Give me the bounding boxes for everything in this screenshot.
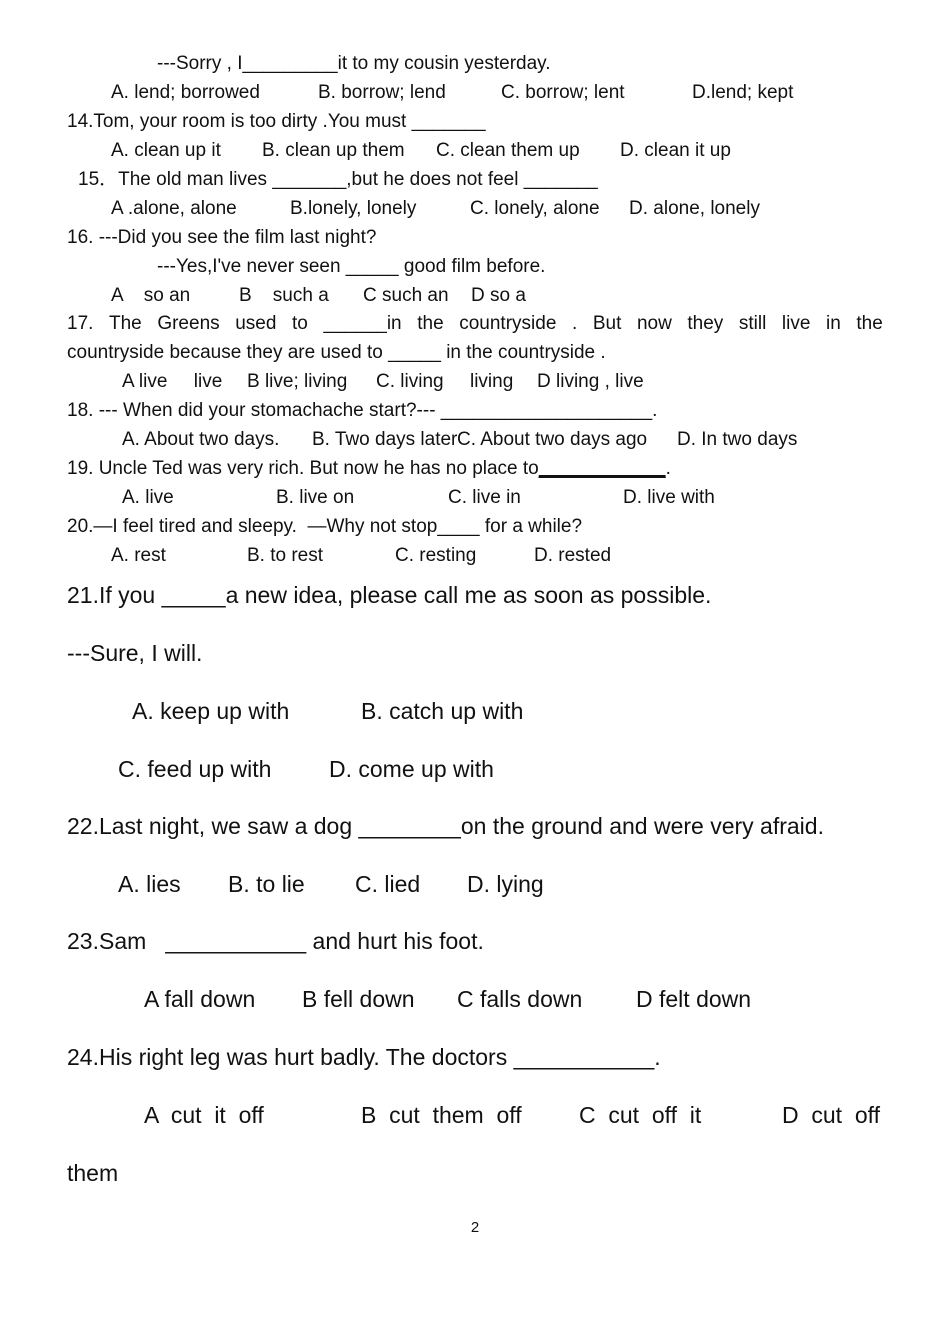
q13-option-b: B. borrow; lend	[318, 82, 446, 103]
q14-option-c: C. clean them up	[436, 140, 580, 161]
q17-word-15: in	[826, 313, 841, 334]
q24-option-d-continued: them	[67, 1160, 119, 1186]
q19-option-d: D. live with	[623, 487, 715, 508]
q20-question: 20.—I feel tired and sleepy. —Why not stop____ for a while?	[67, 516, 583, 537]
q16-option-c: C such an	[363, 285, 449, 306]
q14-option-a: A. clean up it	[111, 140, 221, 161]
q19-option-c: C. live in	[448, 487, 521, 508]
q13-answer-line: ---Sorry , I_________it to my cousin yesterday.	[157, 53, 551, 74]
q22-question: 22.Last night, we saw a dog ________on the ground and were very afraid.	[67, 813, 824, 839]
q23-option-b: B fell down	[302, 986, 415, 1012]
q19-option-b: B. live on	[276, 487, 355, 508]
q22-option-a: A. lies	[118, 871, 181, 897]
q17-question-line2: countryside because they are used to _____ in the countryside .	[67, 342, 606, 363]
q16-answer-line: ---Yes,I've never seen _____ good film before.	[157, 256, 546, 277]
q17-word-13: still	[738, 313, 767, 334]
q14-question: 14.Tom, your room is too dirty .You must _______	[67, 111, 486, 132]
q17-word-12: they	[687, 313, 724, 334]
q24-option-b: B cut them off	[361, 1102, 522, 1128]
q16-question: 16. ---Did you see the film last night?	[67, 227, 377, 248]
q17-word-7: the	[417, 313, 444, 334]
q19-period: .	[665, 458, 671, 479]
q23-option-c: C falls down	[457, 986, 583, 1012]
q17-option-a: A live live	[122, 371, 223, 392]
q17-word-16: the	[856, 313, 883, 334]
q16-option-b: B such a	[239, 285, 329, 306]
q20-option-b: B. to rest	[247, 545, 324, 566]
q13-option-a: A. lend; borrowed	[111, 82, 260, 103]
q24-option-d: D cut off	[782, 1102, 881, 1128]
q17-word-3: Greens	[157, 313, 220, 334]
q17-word-5: to	[292, 313, 308, 334]
q22-option-b: B. to lie	[228, 871, 305, 897]
q15-option-d: D. alone, lonely	[629, 198, 760, 219]
q24-option-c: C cut off it	[579, 1102, 702, 1128]
q17-option-b: B live; living	[247, 371, 348, 392]
q15-question: 15．The old man lives _______,but he does not feel _______	[78, 169, 598, 190]
q15-option-b: B.lonely, lonely	[290, 198, 417, 219]
q17-option-d: D living , live	[537, 371, 644, 392]
q23-question: 23.Sam ___________ and hurt his foot.	[67, 928, 484, 954]
q23-option-d: D felt down	[636, 986, 752, 1012]
q18-option-b: B. Two days later	[312, 429, 458, 450]
q18-option-d: D. In two days	[677, 429, 798, 450]
q17-option-c: C. living living	[376, 371, 514, 392]
q18-option-a: A. About two days.	[122, 429, 280, 450]
q17-word-11: now	[636, 313, 672, 334]
q22-option-c: C. lied	[355, 871, 421, 897]
q21-option-a: A. keep up with	[132, 698, 290, 724]
q21-response: ---Sure, I will.	[67, 640, 203, 666]
q22-option-d: D. lying	[467, 871, 544, 897]
q20-option-a: A. rest	[111, 545, 166, 566]
q13-option-d: D.lend; kept	[692, 82, 794, 103]
q14-option-b: B. clean up them	[262, 140, 405, 161]
q17-word-8: countryside	[459, 313, 557, 334]
q21-option-d: D. come up with	[329, 756, 494, 782]
q13-option-c: C. borrow; lent	[501, 82, 625, 103]
q17-word-14: live	[781, 313, 811, 334]
q19-question-text: 19. Uncle Ted was very rich. But now he has no place to	[67, 458, 539, 479]
q19-question	[67, 459, 671, 478]
q16-option-d: D so a	[471, 285, 526, 306]
q14-option-d: D. clean it up	[620, 140, 731, 161]
q17-word-6: ______in	[323, 313, 402, 334]
q17-word-1: 17.	[67, 313, 94, 334]
q17-question-line1	[67, 314, 883, 333]
q17-word-2: The	[109, 313, 142, 334]
q19-answer-blank: ____________	[538, 458, 666, 479]
q18-question: 18. --- When did your stomachache start?--- ____________________.	[67, 400, 658, 421]
q18-option-c: C. About two days ago	[457, 429, 648, 450]
q20-option-c: C. resting	[395, 545, 477, 566]
q21-option-c: C. feed up with	[118, 756, 272, 782]
q24-option-a: A cut it off	[144, 1102, 264, 1128]
q15-option-a: A .alone, alone	[111, 198, 237, 219]
q19-option-a: A. live	[122, 487, 174, 508]
q21-option-b: B. catch up with	[361, 698, 524, 724]
q23-option-a: A fall down	[144, 986, 256, 1012]
q20-option-d: D. rested	[534, 545, 612, 566]
q17-word-9: .	[571, 313, 578, 334]
q16-option-a: A so an	[111, 285, 191, 306]
q17-word-4: used	[235, 313, 277, 334]
q24-question: 24.His right leg was hurt badly. The doctors ___________.	[67, 1044, 661, 1070]
q15-option-c: C. lonely, alone	[470, 198, 600, 219]
q21-question: 21.If you _____a new idea, please call me as soon as possible.	[67, 582, 712, 608]
q17-word-10: But	[592, 313, 622, 334]
page-number: 2	[470, 1219, 480, 1236]
